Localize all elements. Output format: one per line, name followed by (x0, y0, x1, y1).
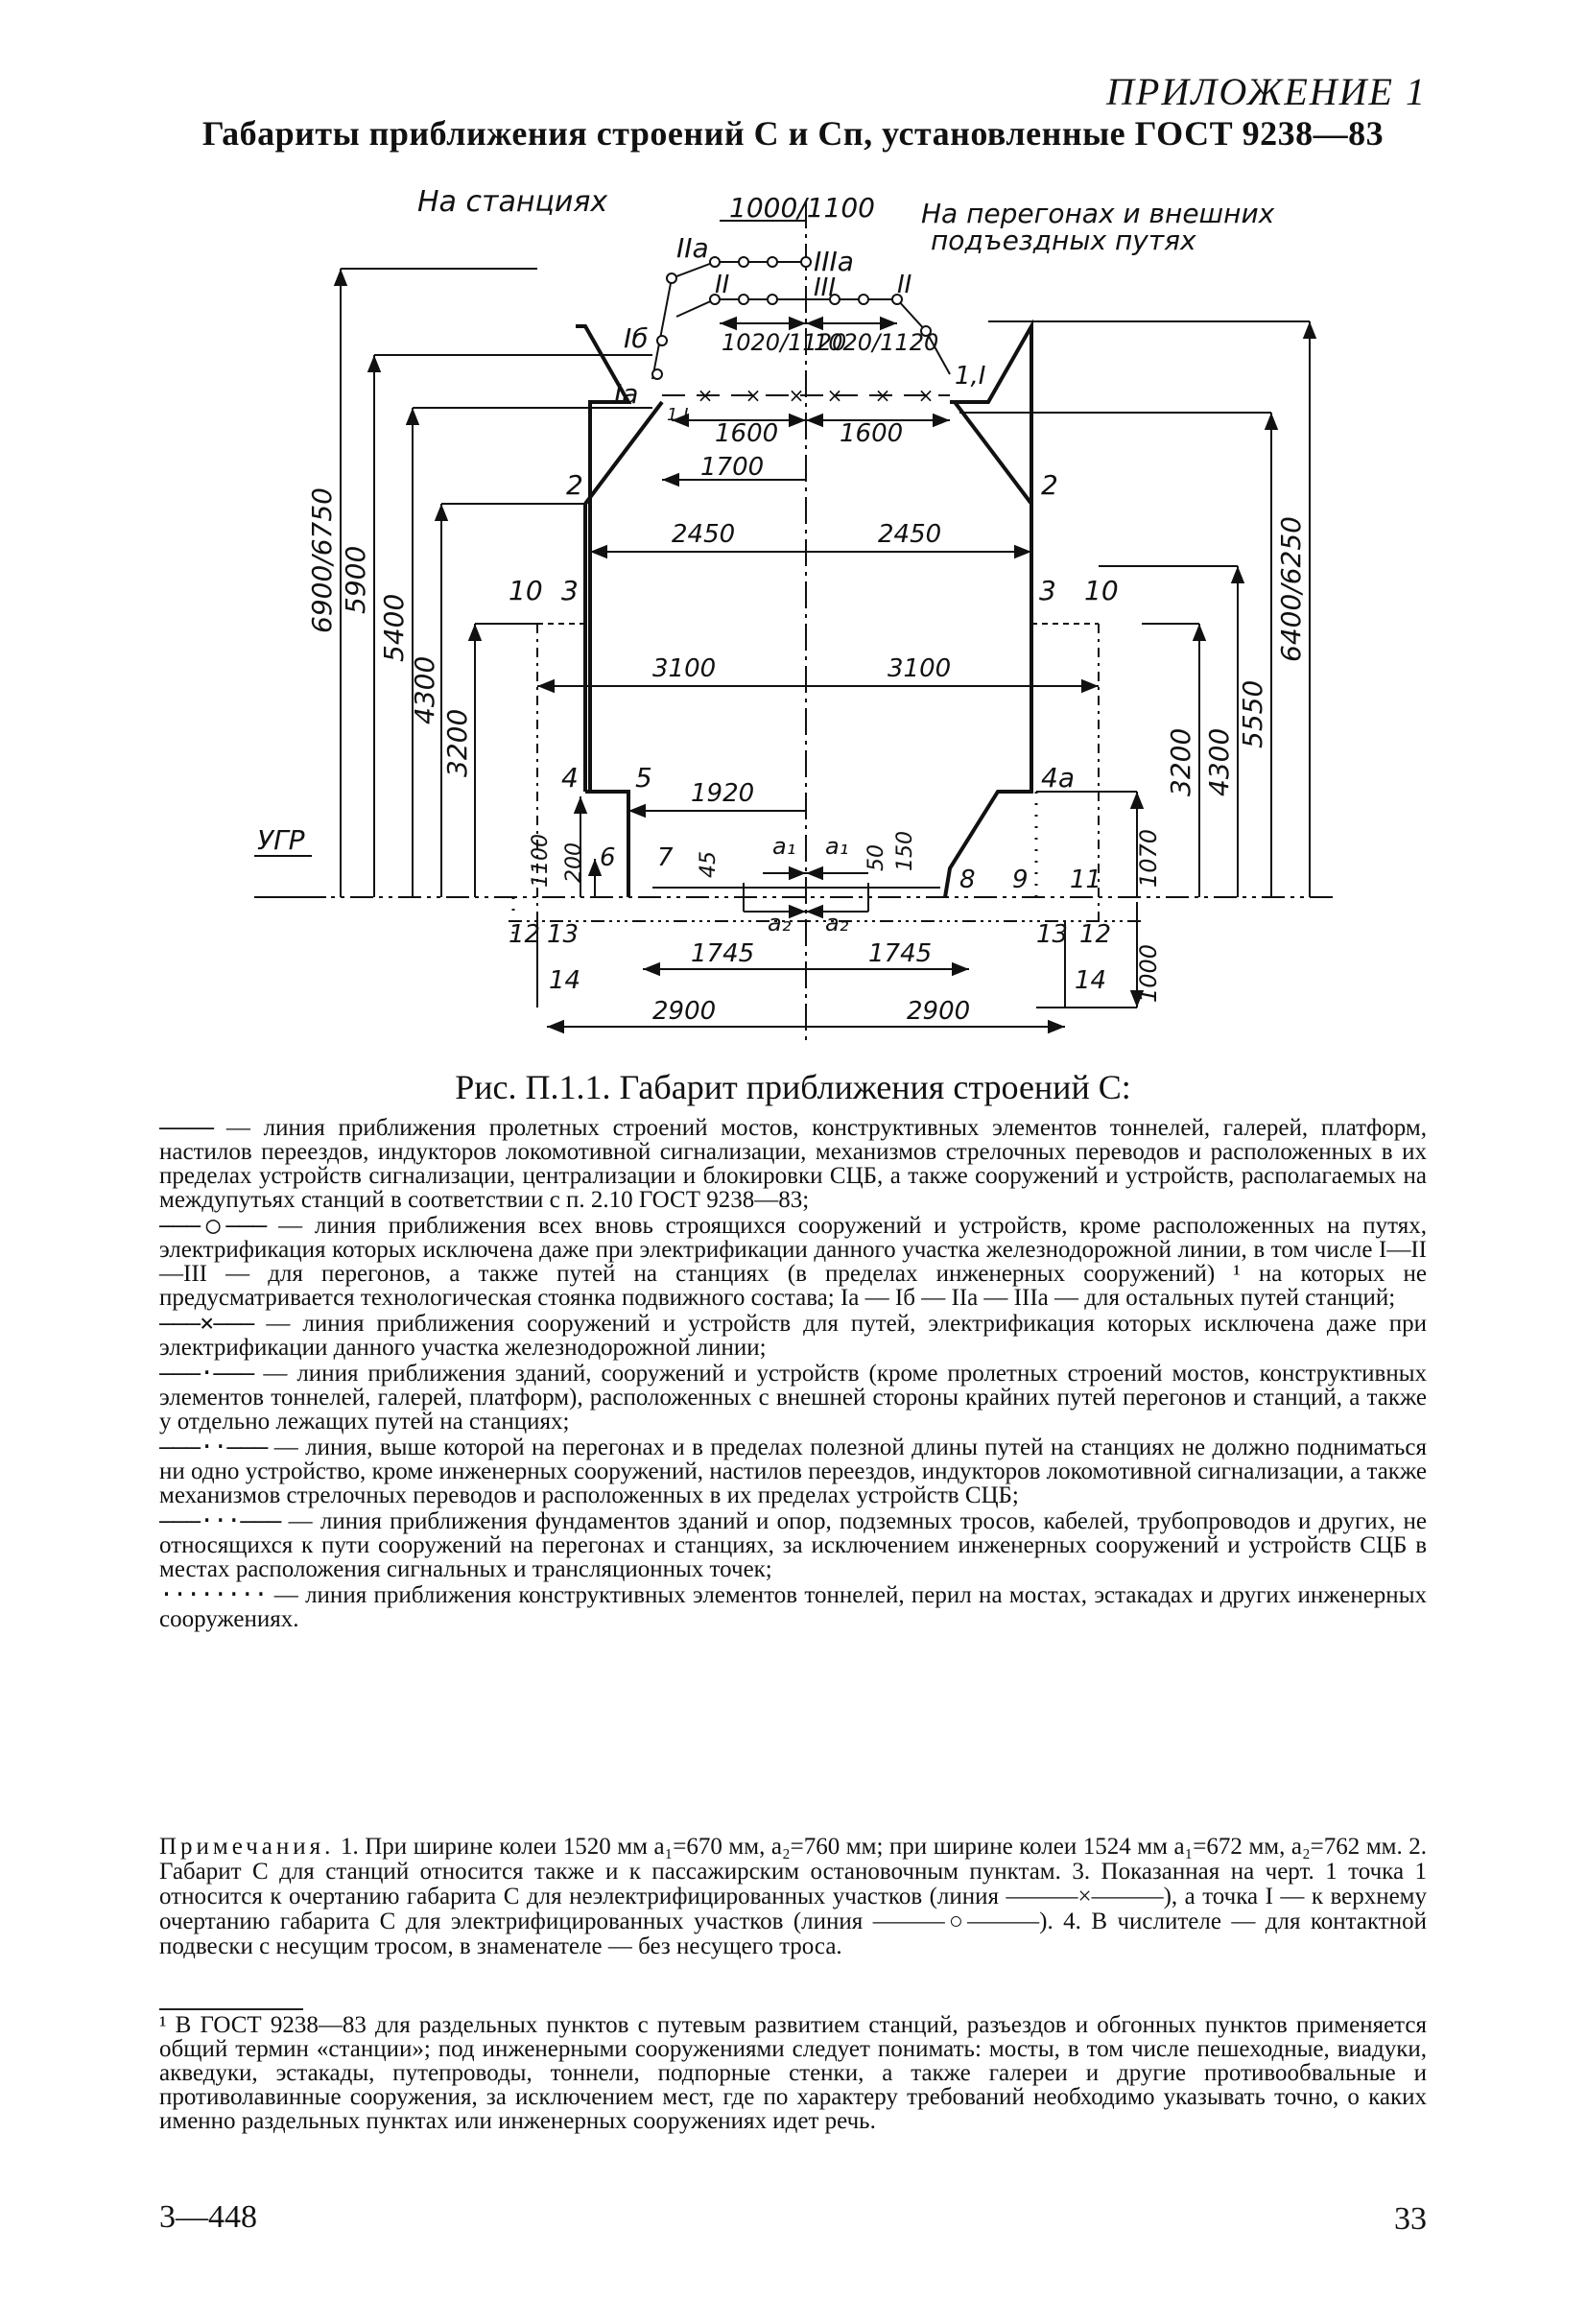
h-200: 200 (562, 842, 586, 883)
pt-10-left: 10 (509, 575, 543, 606)
label-a1-left: a₁ (772, 833, 796, 860)
notes-text: 1. При ширине колеи 1520 мм a₁=670 мм, a₂=760 мм; при ширине колеи 1524 мм a₁=672 мм, a₂=762 мм. 2. Габарит С для станций относится также и к пассажирским остановочным пунктам. 3. Показанная на черт. 1 точка 1 относится к очертанию габарита С для неэлектрифицированных участков (линия ———×———), а точка I — к верхнему очертанию габарита С для электрифицированных участков (линия ———○———). 4. В числителе — для контактной подвески с несущим тросом, в знаменателе — без несущего троса. (159, 1834, 1427, 1959)
pt-1I-right: 1,I (955, 362, 986, 391)
footnote: ¹ В ГОСТ 9238—83 для раздельных пунктов с путевым развитием станций, разъездов и обгонных пунктов применяется общий термин «станции»; под инженерными сооружениями следует понимать: мосты, в том числе пешеходные, виадуки, акведуки, эстакады, путепроводы, тоннели, подпорные стенки, а также галереи и другие противообвальные и противолавинные сооружения, за исключением мест, где по характеру требований необходимо указывать точно, о каких именно раздельных пунктах или инженерных сооружениях идет речь. (159, 2012, 1427, 2134)
pt-5: 5 (635, 762, 652, 794)
legend-symbol: ———··——— (159, 1433, 268, 1460)
legend-text: — линия приближения всех вновь строящихся сооружений и устройств, кроме расположенных на путях, электрификация которых исключена даже при электрификации данного участка железнодорожной линии, в том числе I—II—III — для перегонов, а также путей на станциях (в пределах инженерных сооружений) ¹ на которых не предусматривается технологическая стоянка подвижного состава; Ia — Iб — IIa — IIIa — для остальных путей станций; (159, 1213, 1428, 1311)
pt-IIa: IIa (676, 232, 709, 264)
dim-1745-left: 1745 (691, 939, 755, 968)
pt-II-right: II (897, 271, 912, 299)
figure-caption: Рис. П.1.1. Габарит приближения строений С: (455, 1068, 1131, 1106)
legend (159, 1115, 1427, 1632)
pt-13-right: 13 (1036, 920, 1069, 949)
legend-item (159, 1213, 1427, 1310)
dim-1600-left: 1600 (715, 419, 779, 448)
pt-II-left: II (715, 271, 730, 299)
pt-14-right: 14 (1075, 966, 1107, 995)
pt-3-left: 3 (561, 575, 579, 606)
pt-14-left: 14 (549, 966, 581, 995)
label-ugr: УГР (257, 824, 305, 856)
h-45: 45 (697, 851, 721, 878)
pt-2-left: 2 (566, 469, 583, 501)
pt-9: 9 (1012, 866, 1029, 894)
appendix-label: ПРИЛОЖЕНИЕ 1 (1106, 70, 1427, 113)
dim-1600-right: 1600 (840, 419, 904, 448)
h-3200-left: 3200 (441, 708, 473, 777)
pt-Ib: Iб (624, 322, 649, 354)
label-a1-right: a₁ (825, 833, 849, 860)
svg-text:×: × (874, 384, 891, 407)
svg-text:×: × (788, 384, 805, 407)
legend-text: — линия приближения фундаментов зданий и опор, подземных тросов, кабелей, трубопроводов и других, не относящихся к пути сооружений на перегонах и станциях, за исключением инженерных сооружений и устройств СЦБ в местах расположения сигнальных и трансляционных точек; (159, 1508, 1427, 1582)
svg-text:×: × (697, 384, 714, 407)
dim-2450-left: 2450 (672, 520, 736, 549)
dim-1700: 1700 (700, 453, 765, 482)
h-5550: 5550 (1237, 679, 1268, 748)
dim-1745-right: 1745 (868, 939, 933, 968)
label-a2-right: a₂ (825, 910, 849, 937)
notes-label: Примечания. (159, 1834, 335, 1860)
dim-top: 1000/1100 (729, 192, 875, 224)
dim-2450-right: 2450 (878, 520, 942, 549)
h-5900: 5900 (340, 545, 371, 614)
dim-1920: 1920 (691, 779, 755, 808)
legend-text: — линия, выше которой на перегонах и в пределах полезной длины путей на станциях не должно подниматься ни одно устройство, кроме инженерных сооружений, настилов переездов, индукторов локомотивной сигнализации, а также механизмов стрелочных переводов и расположенных в их пределах устройств СЦБ; (159, 1435, 1427, 1508)
h-4300-left: 4300 (409, 655, 440, 724)
label-stations: На станциях (417, 185, 608, 219)
pt-III: III (814, 273, 837, 302)
notes (159, 1835, 1427, 1959)
h-1100: 1100 (529, 834, 553, 888)
svg-text:×: × (917, 384, 935, 407)
legend-item (159, 1508, 1427, 1581)
outline-upper-right (955, 402, 1031, 504)
h-4300-right: 4300 (1203, 727, 1235, 796)
legend-symbol: ———···——— (159, 1506, 281, 1534)
legend-item (159, 1435, 1427, 1507)
legend-symbol: ········ (159, 1580, 268, 1608)
h-1000: 1000 (1135, 943, 1162, 1003)
h-6400: 6400/6250 (1275, 516, 1307, 662)
pt-IIIa: IIIa (814, 246, 854, 277)
pt-3-right: 3 (1039, 575, 1056, 606)
legend-text: — линия приближения зданий, сооружений и устройств (кроме пролетных строений мостов, конструктивных элементов тоннелей, галерей, платформ), расположенных с внешней стороны крайних путей перегонов и станций, а также у отдельно лежащих путей на станциях; (159, 1361, 1427, 1435)
pt-4: 4 (561, 762, 579, 794)
pt-Ia: Iа (614, 378, 639, 410)
legend-item (159, 1311, 1427, 1360)
legend-item (159, 1582, 1427, 1631)
legend-item (159, 1115, 1427, 1212)
legend-symbol: ———×——— (159, 1309, 254, 1337)
h-50: 50 (864, 844, 888, 871)
label-track-1: На перегонах и внешних (921, 198, 1275, 229)
legend-text: — линия приближения пролетных строений мостов, конструктивных элементов тоннелей, галерей, платформ, настилов переездов, индукторов локомотивной сигнализации, механизмов стрелочных переводов и расположенных в их пределах устройств сигнализации, централизации и блокировки СЦБ, а также сооружений и устройств, располагаемых на междупутьях станций в соответствии с п. 2.10 ГОСТ 9238—83; (159, 1115, 1427, 1213)
legend-symbol: ———·——— (159, 1359, 254, 1387)
h-1070: 1070 (1135, 828, 1162, 888)
svg-text:×: × (745, 384, 762, 407)
legend-text: — линия приближения конструктивных элементов тоннелей, перил на мостах, эстакадах и других инженерных сооружениях. (159, 1582, 1427, 1632)
sheet-mark: 3—448 (159, 2199, 257, 2235)
h-5400: 5400 (378, 593, 410, 662)
pt-4a: 4а (1041, 762, 1075, 794)
label-track-2: подъездных путях (931, 225, 1196, 256)
pt-7: 7 (657, 843, 674, 872)
dim-2900-right: 2900 (907, 997, 971, 1026)
page-title: Габариты приближения строений С и Сп, установленные ГОСТ 9238—83 (201, 114, 1385, 153)
dim-3100-right: 3100 (888, 654, 952, 683)
pt-12-left: 12 (509, 920, 541, 949)
pt-12-right: 12 (1079, 920, 1112, 949)
pt-6: 6 (600, 843, 616, 872)
dim-2900-left: 2900 (652, 997, 717, 1026)
pt-8: 8 (959, 866, 976, 894)
dim-1020-right: 1020/1120 (814, 329, 939, 356)
legend-symbol: ———— (159, 1113, 214, 1141)
legend-text: — линия приближения сооружений и устройств для путей, электрификация которых исключена даже при электрификации данного участка железнодорожной линии; (159, 1311, 1427, 1361)
dim-1020-left: 1020/1120 (722, 329, 847, 356)
clearance-diagram (0, 182, 1586, 1055)
pt-13-left: 13 (547, 920, 580, 949)
dim-3100-left: 3100 (652, 654, 717, 683)
h-3200-right: 3200 (1165, 727, 1196, 796)
pt-2-right: 2 (1041, 469, 1058, 501)
legend-symbol: ———○——— (159, 1211, 267, 1239)
pt-11: 11 (1070, 866, 1102, 894)
pt-10-right: 10 (1084, 575, 1119, 606)
pt-1I-left: 1,I (667, 405, 689, 425)
label-a2-left: a₂ (768, 910, 792, 937)
circle-markers (652, 257, 931, 379)
svg-text:×: × (826, 384, 843, 407)
h-150: 150 (893, 831, 917, 871)
page-number: 33 (1394, 2201, 1427, 2237)
h-6900: 6900/6750 (306, 487, 338, 633)
legend-item (159, 1361, 1427, 1434)
outline-upper-left (585, 402, 662, 504)
footnote-divider (159, 2008, 303, 2010)
